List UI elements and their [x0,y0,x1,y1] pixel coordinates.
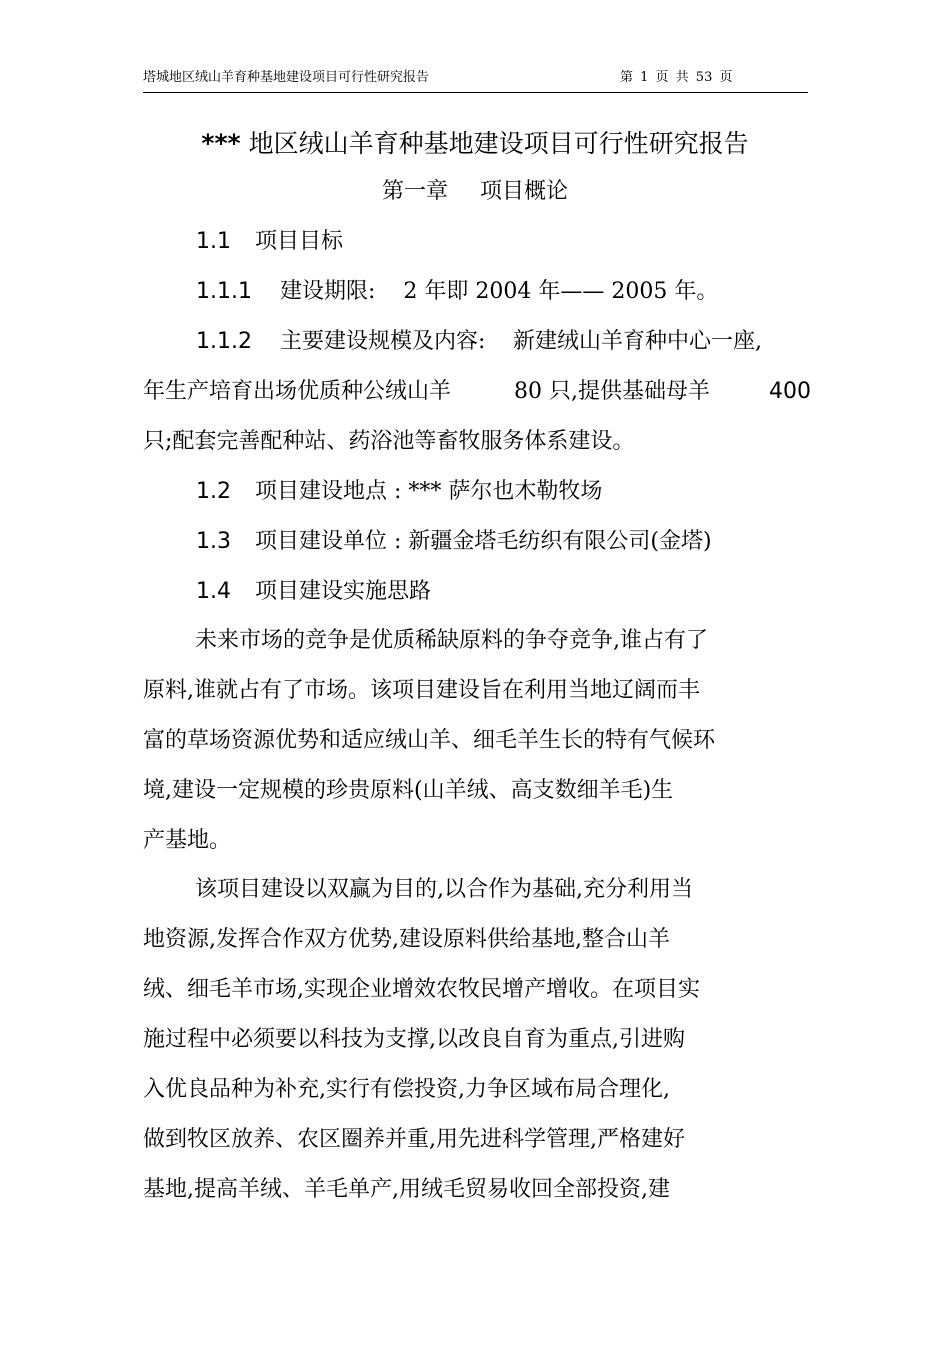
section-1-3 [196,527,712,557]
section-number: 1.1 [196,229,231,254]
section-1-1-2-line1: 新建绒山羊育种中心一座, [513,329,762,354]
paragraph-2-line: 施过程中必须要以科技为支撑,以改良自育为重点,引进购 [143,1027,685,1052]
paragraph-2-line: 地资源,发挥合作双方优势,建设原料供给基地,整合山羊 [143,927,670,952]
paragraph-2-line: 基地,提高羊绒、羊毛单产,用绒毛贸易收回全部投资,建 [143,1177,670,1202]
paragraph-2-line: 做到牧区放养、农区圈养并重,用先进科学管理,严格建好 [143,1127,685,1152]
section-number: 1.2 [196,479,231,504]
section-1-1-2-line2c: 400 [769,379,811,404]
section-1-1-2-line3: 只;配套完善配种站、药浴池等畜牧服务体系建设。 [143,429,635,454]
section-number: 1.3 [196,529,231,554]
section-1-1-heading [196,227,343,257]
header-doc-title: 塔城地区绒山羊育种基地建设项目可行性研究报告 [143,70,430,85]
section-1-4-heading [196,577,431,607]
section-1-2 [196,477,602,507]
section-text: 2 年即 2004 年—— 2005 年。 [403,279,719,304]
section-1-1-2 [196,327,485,357]
section-number: 1.1.1 [196,279,252,304]
paragraph-1-line: 未来市场的竞争是优质稀缺原料的争夺竞争,谁占有了 [195,628,708,653]
title-prefix: *** [201,129,241,158]
section-1-1-1 [196,277,718,307]
section-title: 项目建设实施思路 [255,579,432,604]
paragraph-1-line: 产基地。 [143,828,232,853]
section-number: 1.1.2 [196,329,252,354]
chapter-number: 第一章 [381,179,448,204]
section-label: 主要建设规模及内容: [279,329,486,354]
section-title: 项目目标 [255,229,344,254]
paragraph-1-line: 境,建设一定规模的珍贵原料(山羊绒、高支数细羊毛)生 [143,778,674,803]
paragraph-2-line: 该项目建设以双赢为目的,以合作为基础,充分利用当 [195,877,693,902]
chapter-name: 项目概论 [480,179,569,204]
section-text: 项目建设地点 : *** 萨尔也木勒牧场 [255,479,603,504]
paragraph-1-line: 原料,谁就占有了市场。该项目建设旨在利用当地辽阔而丰 [143,678,700,703]
page-header [143,64,808,93]
paragraph-2-line: 入优良品种为补充,实行有偿投资,力争区域布局合理化, [143,1077,670,1102]
chapter-heading [0,175,950,209]
paragraph-1-line: 富的草场资源优势和适应绒山羊、细毛羊生长的特有气候环 [143,728,716,753]
document-title [0,124,950,164]
section-1-1-2-line2a: 年生产培育出场优质种公绒山羊 [143,379,452,404]
section-number: 1.4 [196,579,231,604]
header-page-info: 第 1 页 共 53 页 [620,70,733,85]
section-text: 项目建设单位 : 新疆金塔毛纺织有限公司(金塔) [255,529,712,554]
section-label: 建设期限: [279,279,376,304]
title-text: 地区绒山羊育种基地建设项目可行性研究报告 [248,129,749,158]
section-1-1-2-line2b: 80 只,提供基础母羊 [514,379,710,404]
paragraph-2-line: 绒、细毛羊市场,实现企业增效农牧民增产增收。在项目实 [143,977,700,1002]
